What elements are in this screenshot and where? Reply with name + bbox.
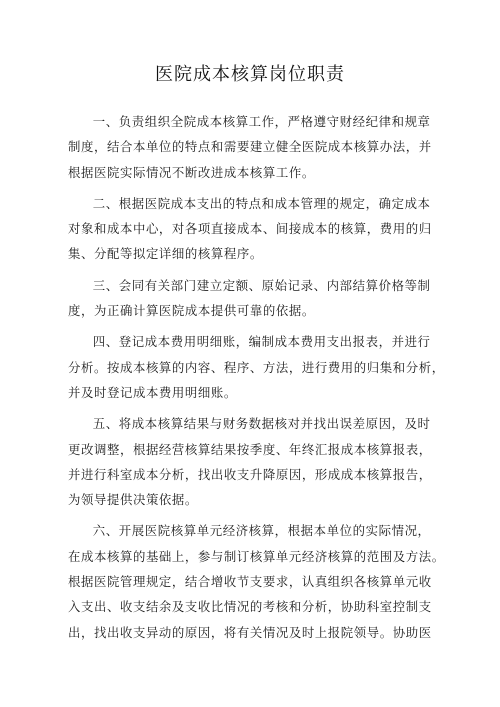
paragraph-line: 四、登记成本费用明细账，编制成本费用支出报表，并进行 — [92, 334, 431, 350]
paragraph-line: 制度，结合本单位的特点和需要建立健全医院成本核算办法，并 — [68, 139, 432, 155]
paragraph-line: 根据医院管理规定，结合增收节支要求，认真组织各核算单元收 — [68, 574, 432, 590]
document-body — [68, 109, 445, 651]
paragraph-line: 在成本核算的基础上，参与制订核算单元经济核算的范围及方法。 — [68, 548, 445, 564]
paragraph-line: 集、分配等拟定详细的核算程序。 — [68, 246, 263, 262]
paragraph-6 — [68, 518, 445, 644]
paragraph-5 — [68, 411, 438, 512]
paragraph-line: 根据医院实际情况不断改进成本核算工作。 — [68, 164, 315, 180]
paragraph-1 — [68, 109, 438, 185]
paragraph-line: 一、负责组织全院成本核算工作，严格遵守财经纪律和规章 — [92, 114, 431, 129]
paragraph-line: 更改调整，根据经营核算结果按季度、年终汇报成本核算报表， — [68, 441, 432, 457]
paragraph-4 — [68, 329, 445, 405]
paragraph-3 — [68, 273, 438, 324]
paragraph-line: 入支出、收支结余及支收比情况的考核和分析，协助科室控制支 — [68, 599, 432, 615]
paragraph-line: 并进行科室成本分析，找出收支升降原因，形成成本核算报告， — [68, 466, 432, 482]
paragraph-line: 三、会同有关部门建立定额、原始记录、内部结算价格等制 — [92, 277, 431, 293]
paragraph-line: 对象和成本中心，对各项直接成本、间接成本的核算，费用的归 — [68, 221, 432, 237]
paragraph-line: 六、开展医院核算单元经济核算，根据本单位的实际情况， — [92, 523, 431, 539]
paragraph-line: 二、根据医院成本支出的特点和成本管理的规定，确定成本 — [92, 195, 431, 211]
document-title: 医院成本核算岗位职责 — [155, 64, 345, 85]
paragraph-line: 并及时登记成本费用明细账。 — [68, 384, 237, 400]
paragraph-line: 为领导提供决策依据。 — [68, 492, 198, 508]
paragraph-line: 度，为正确计算医院成本提供可靠的依据。 — [68, 303, 315, 319]
paragraph-line: 五、将成本核算结果与财务数据核对并找出误差原因，及时 — [92, 416, 431, 432]
paragraph-line: 分析。按成本核算的内容、程序、方法，进行费用的归集和分析， — [68, 359, 445, 375]
paragraph-line: 出，找出收支异动的原因，将有关情况及时上报院领导。协助医 — [68, 624, 432, 640]
paragraph-2 — [68, 191, 438, 267]
